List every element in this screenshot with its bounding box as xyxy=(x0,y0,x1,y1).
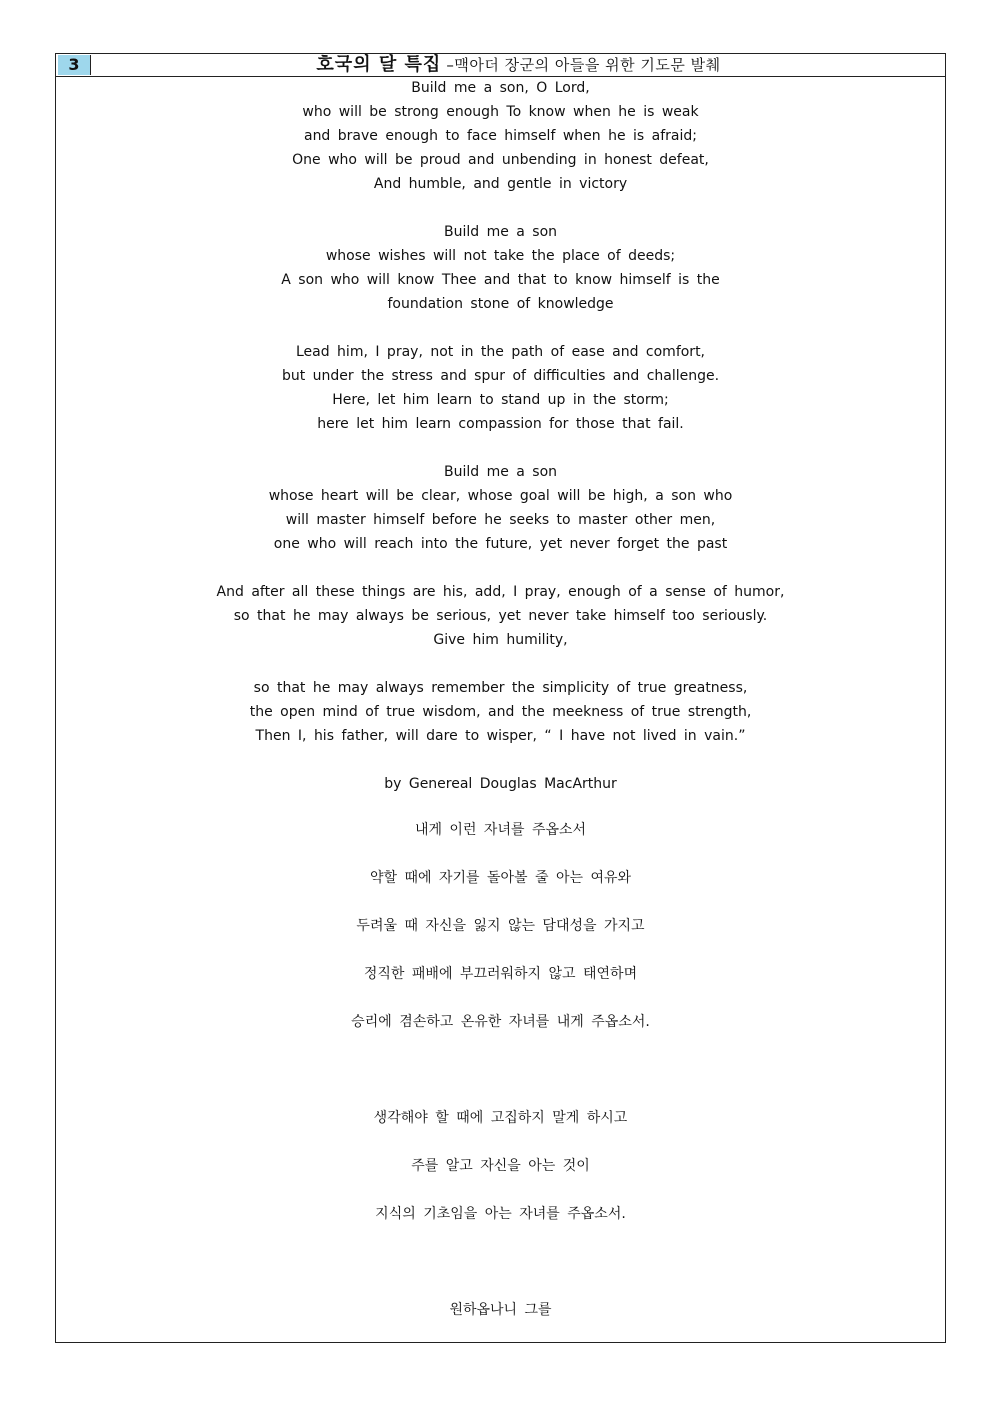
document-frame xyxy=(55,53,946,1343)
poem-line: the open mind of true wisdom, and the meekness of true strength, xyxy=(249,704,752,720)
poem-line: And after all these things are his, add, I pray, enough of a sense of humor, xyxy=(216,584,785,600)
korean-line: 두려울 때 자신을 잃지 않는 담대성을 가지고 xyxy=(356,918,645,934)
korean-line: 약할 때에 자기를 돌아볼 줄 아는 여유와 xyxy=(369,870,632,886)
korean-line: 생각해야 할 때에 고집하지 말게 하시고 xyxy=(373,1110,628,1126)
poem-line: one who will reach into the future, yet never forget the past xyxy=(273,536,728,552)
poem-line: whose heart will be clear, whose goal will be high, a son who xyxy=(268,488,733,504)
poem-line xyxy=(56,652,945,676)
korean-line: 승리에 겸손하고 온유한 자녀를 내게 주옵소서. xyxy=(351,1014,650,1030)
korean-line: 정직한 패배에 부끄러워하지 않고 태연하며 xyxy=(363,966,638,982)
poem-line: so that he may always remember the simplicity of true greatness, xyxy=(253,680,748,696)
poem-line: will master himself before he seeks to master other men, xyxy=(285,512,716,528)
poem-line xyxy=(56,748,945,772)
poem-line: who will be strong enough To know when he is weak xyxy=(302,104,699,120)
poem-author: by Genereal Douglas MacArthur xyxy=(384,776,617,792)
poem-line: Here, let him learn to stand up in the storm; xyxy=(332,392,669,408)
poem-line: Build me a son xyxy=(443,464,558,480)
title-subtitle: –맥아더 장군의 아들을 위한 기도문 발췌 xyxy=(446,56,721,74)
poem-line: and brave enough to face himself when he is afraid; xyxy=(303,128,697,144)
poem-line: One who will be proud and unbending in honest defeat, xyxy=(292,152,709,168)
korean-line: 내게 이런 자녀를 주옵소서 xyxy=(414,822,587,838)
poem-line: A son who will know Thee and that to know himself is the xyxy=(281,272,720,288)
poem-line: Build me a son xyxy=(443,224,558,240)
korean-line: 원하옵나니 그를 xyxy=(449,1302,552,1318)
poem-line: Lead him, I pray, not in the path of ease and comfort, xyxy=(295,344,706,360)
korean-line: 지식의 기초임을 아는 자녀를 주옵소서. xyxy=(375,1206,626,1222)
poem-line: here let him learn compassion for those that fail. xyxy=(317,416,684,432)
poem-line: whose wishes will not take the place of deeds; xyxy=(325,248,676,264)
poem-line: so that he may always be serious, yet never take himself too seriously. xyxy=(233,608,768,624)
title-main: 호국의 달 특집 xyxy=(316,54,442,75)
poem-line xyxy=(56,436,945,460)
poem-line: foundation stone of knowledge xyxy=(387,296,614,312)
poem-line: Give him humility, xyxy=(433,632,568,648)
poem-line xyxy=(56,196,945,220)
poem-line: but under the stress and spur of difficulties and challenge. xyxy=(281,368,720,384)
header-row xyxy=(56,54,945,77)
korean-line: 주를 알고 자신을 아는 것이 xyxy=(411,1158,590,1174)
poem-line: Build me a son, O Lord, xyxy=(411,80,590,96)
poem-line xyxy=(56,556,945,580)
poem-line: Then I, his father, will dare to wisper, “ I have not lived in vain.” xyxy=(255,728,746,744)
poem-line xyxy=(56,316,945,340)
poem-line: And humble, and gentle in victory xyxy=(373,176,628,192)
page-title xyxy=(92,54,945,76)
section-number-badge: 3 xyxy=(58,55,91,75)
poem-english xyxy=(56,76,945,796)
